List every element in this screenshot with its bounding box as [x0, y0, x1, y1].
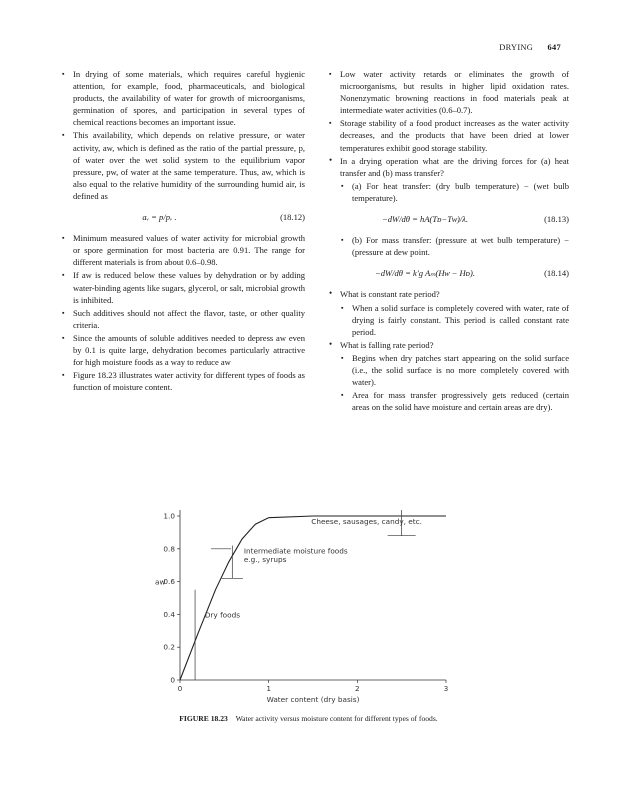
x-axis-label: Water content (dry basis) — [266, 695, 360, 704]
running-header — [499, 43, 561, 52]
y-tick-label: 0.6 — [163, 577, 175, 587]
bullet-item: • What is falling rate period? — [329, 339, 569, 351]
section-title: DRYING — [499, 43, 534, 52]
x-tick-label: 1 — [266, 684, 271, 693]
bullet-item: • In a drying operation what are the driving forces for (a) heat transfer and (b) mass transfer? — [329, 155, 569, 179]
cheese-label: Cheese, sausages, candy, etc. — [311, 517, 422, 527]
bullet-item: • What is constant rate period? — [329, 288, 569, 300]
equation-number: (18.13) — [544, 214, 569, 225]
water-activity-chart — [148, 488, 458, 718]
aw-curve — [180, 516, 446, 680]
bullet-item: ▪ (b) For mass transfer: (pressure at wet bulb temperature) − (pressure at dew point. — [341, 234, 569, 258]
equation-number: (18.14) — [544, 268, 569, 279]
y-tick-label: 1.0 — [163, 511, 175, 521]
bullet-item: ▪ Since the amounts of soluble additives needed to depress aw even by 0.1 is quite large, dehydration becomes particularly attractive for high moisture foods as a way to reduce aw — [62, 332, 305, 368]
caption-text: Water activity versus moisture content for different types of foods. — [235, 714, 438, 723]
intermediate-label: Intermediate moisture foods — [243, 546, 348, 556]
equation-body: aᵥ = p/pᵥ . — [142, 212, 177, 223]
figure-caption — [0, 714, 617, 723]
y-tick-label: 0.4 — [163, 609, 175, 619]
bullet-item: ▪ Storage stability of a food product increases as the water activity decreases, and the products that have been dried at lower temperatures exhibit good storage stability. — [329, 117, 569, 153]
bullet-item: ▪ (a) For heat transfer: (dry bulb temperature) − (wet bulb temperature). — [341, 180, 569, 204]
dry-foods-label: Dry foods — [204, 610, 241, 620]
bullet-item: ▪ In drying of some materials, which requires careful hygienic attention, for example, food, pharmaceuticals, and biological products, the availability of water for growth of microorganisms, germination of spores, and participation in several types of chemical reactions becomes an important issue. — [62, 68, 305, 128]
equation-body: −dW/dθ = hA(Tᴅ−Tᴡ)/λ. — [382, 214, 468, 225]
right-column — [329, 68, 569, 414]
y-tick-label: 0.8 — [163, 544, 175, 554]
equation-body: −dW/dθ = k′g Aₘ(Hᴡ − Hᴅ). — [374, 268, 475, 279]
y-axis-label: aw — [155, 577, 166, 587]
y-tick-label: 0 — [170, 675, 175, 685]
bullet-item: ▪ Figure 18.23 illustrates water activity for different types of foods as function of moisture content. — [62, 369, 305, 393]
x-tick-label: 2 — [355, 684, 360, 693]
bullet-item: ▪ Such additives should not affect the flavor, taste, or other quality criteria. — [62, 307, 305, 331]
bullet-item: ▪ Low water activity retards or eliminates the growth of microorganisms, but results in higher lipid oxidation rates. Nonenzymatic browning reactions in food materials peak at intermediate water activities (0.6–0.7). — [329, 68, 569, 116]
left-column — [62, 68, 305, 394]
bullet-item: ▪ Area for mass transfer progressively gets reduced (certain areas on the solid have moisture and certain areas are dry). — [341, 389, 569, 413]
equation — [329, 267, 569, 279]
bullet-item: ▪ If aw is reduced below these values by dehydration or by adding water-binding agents like sugars, glycerol, or salt, microbial growth is inhibited. — [62, 269, 305, 305]
page-number: 647 — [547, 43, 561, 52]
intermediate-example-label: e.g., syrups — [243, 554, 287, 564]
y-tick-label: 0.2 — [163, 642, 175, 652]
x-tick-label: 0 — [177, 684, 183, 693]
bullet-item: ▪ This availability, which depends on relative pressure, or water activity, aw, which is defined as the ratio of the partial pressure, p, of water over the wet solid system to the equilibrium vapor pressure, pw, of water at the same temperature. Thus, aw, which is also equal to the relative humidity of the surrounding humid air, is defined as — [62, 129, 305, 202]
x-tick-label: 3 — [443, 684, 449, 693]
equation — [62, 211, 305, 223]
bullet-item: ▪ When a solid surface is completely covered with water, rate of drying is fairly constant. This period is called constant rate period. — [341, 302, 569, 338]
equation-number: (18.12) — [280, 212, 305, 223]
bullet-item: ▪ Minimum measured values of water activity for microbial growth or spore germination for most bacteria are 0.91. The range for different materials is from about 0.6–0.98. — [62, 232, 305, 268]
bullet-item: ▪ Begins when dry patches start appearing on the solid surface (i.e., the solid surface is no more completely covered with water). — [341, 352, 569, 388]
caption-label: FIGURE 18.23 — [179, 714, 228, 723]
equation — [329, 213, 569, 225]
